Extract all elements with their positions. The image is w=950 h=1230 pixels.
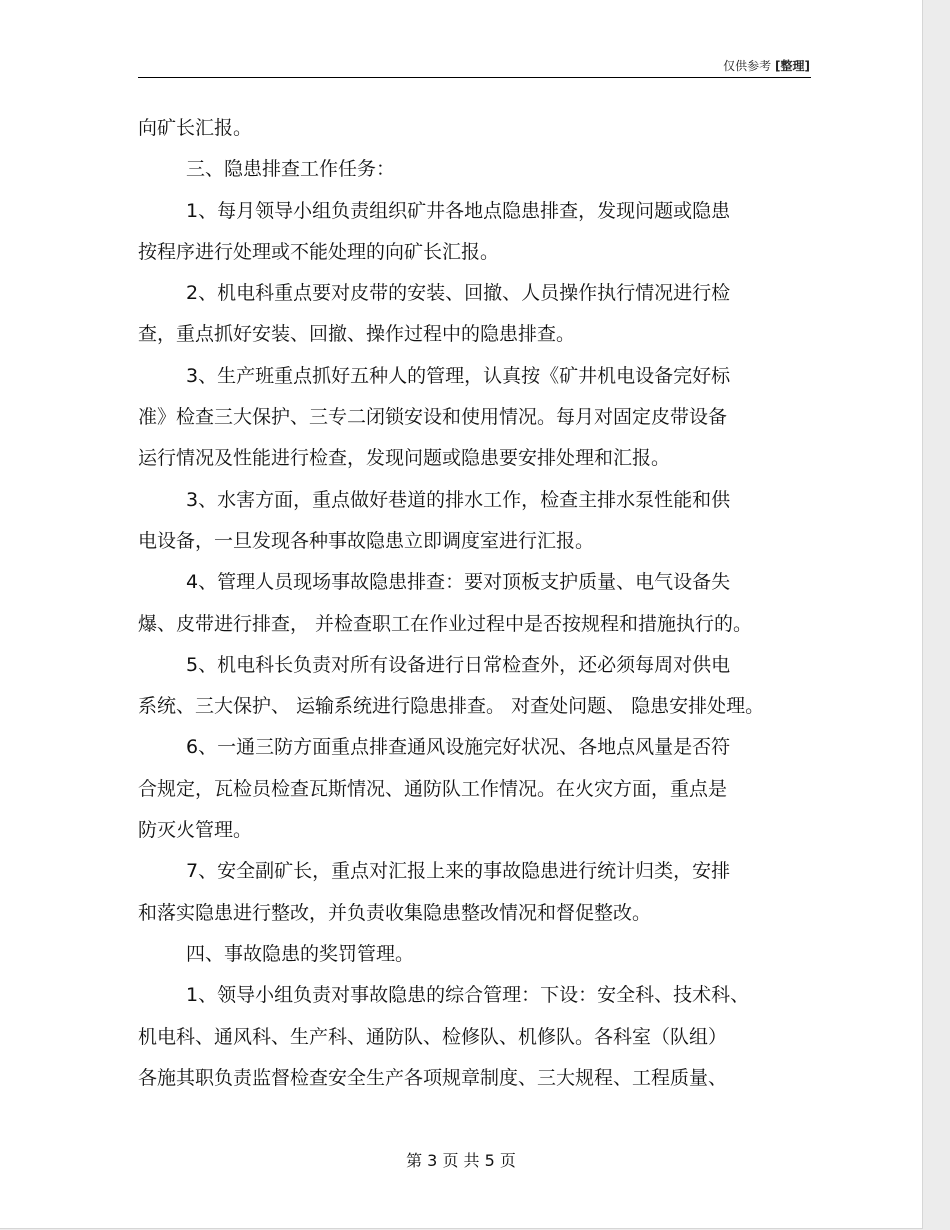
text-line: 合规定，瓦检员检查瓦斯情况、通防队工作情况。在火灾方面，重点是 [138, 777, 728, 800]
text-line: 机电科、通风科、生产科、通防队、检修队、机修队。各科室（队组） [138, 1025, 728, 1048]
text-line: 5、机电科长负责对所有设备进行日常检查外，还必须每周对供电 [186, 653, 731, 676]
text-line: 1、每月领导小组负责组织矿井各地点隐患排查，发现问题或隐患 [186, 199, 731, 222]
text-line: 运行情况及性能进行检查，发现问题或隐患要安排处理和汇报。 [138, 447, 671, 470]
text-line: 查，重点抓好安装、回撤、操作过程中的隐患排查。 [138, 323, 576, 346]
text-line: 爆、皮带进行排查， 并检查职工在作业过程中是否按规程和措施执行的。 [138, 612, 753, 635]
text-line: 按程序进行处理或不能处理的向矿长汇报。 [138, 240, 500, 263]
header-note-tag: [整理] [775, 59, 810, 73]
text-line: 各施其职负责监督检查安全生产各项规章制度、三大规程、工程质量、 [138, 1066, 728, 1089]
text-line: 防灭火管理。 [138, 819, 253, 842]
text-line: 7、安全副矿长，重点对汇报上来的事故隐患进行统计归类，安排 [186, 860, 731, 883]
text-line: 准》检查三大保护、三专二闭锁安设和使用情况。每月对固定皮带设备 [138, 406, 728, 429]
text-line: 三、隐患排查工作任务： [186, 158, 396, 181]
text-line: 系统、三大保护、 运输系统进行隐患排查。 对查处问题、 隐患安排处理。 [138, 695, 765, 718]
text-line: 电设备，一旦发现各种事故隐患立即调度室进行汇报。 [138, 529, 595, 552]
text-line: 3、生产班重点抓好五种人的管理，认真按《矿井机电设备完好标 [186, 364, 731, 387]
text-line: 1、领导小组负责对事故隐患的综合管理：下设：安全科、技术科、 [186, 984, 750, 1007]
text-line: 向矿长汇报。 [138, 117, 253, 139]
text-line: 6、一通三防方面重点排查通风设施完好状况、各地点风量是否符 [186, 736, 731, 759]
page-footer: 第 3 页 共 5 页 [406, 1151, 516, 1170]
header-note [723, 57, 810, 74]
text-line: 和落实隐患进行整改，并负责收集隐患整改情况和督促整改。 [138, 901, 652, 924]
body-text [138, 108, 818, 1099]
text-line: 3、水害方面，重点做好巷道的排水工作，检查主排水泵性能和供 [186, 488, 731, 511]
header-note-text: 仅供参考 [723, 59, 772, 73]
text-line: 4、管理人员现场事故隐患排查：要对顶板支护质量、电气设备失 [186, 571, 731, 594]
text-line: 四、事故隐患的奖罚管理。 [186, 942, 415, 965]
text-line: 2、机电科重点要对皮带的安装、回撤、人员操作执行情况进行检 [186, 282, 731, 305]
header-rule [138, 77, 811, 78]
